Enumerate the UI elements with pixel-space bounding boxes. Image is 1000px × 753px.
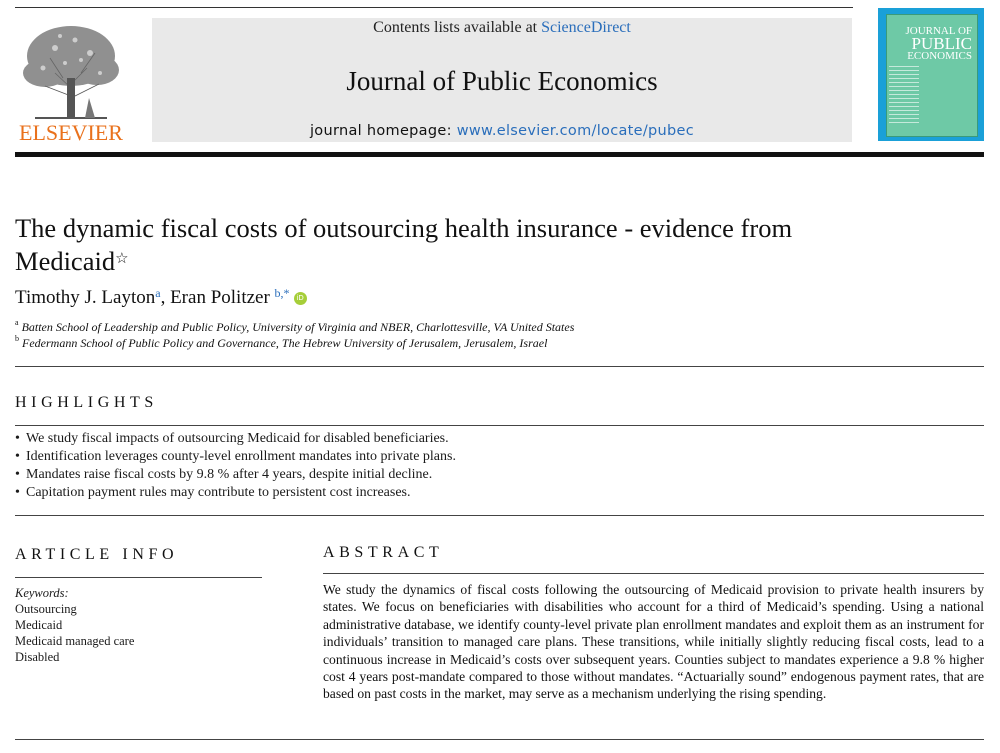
affiliation-mark: a [15, 318, 19, 327]
divider [323, 573, 984, 574]
divider [15, 515, 984, 516]
article-title-line2 [15, 245, 885, 278]
header-thick-rule [15, 152, 984, 157]
header-top-rule [15, 7, 853, 8]
divider [15, 739, 984, 740]
cover-contents-lines [889, 66, 919, 126]
affiliation [15, 319, 574, 335]
sciencedirect-link[interactable]: ScienceDirect [541, 19, 631, 36]
keywords-list [15, 601, 134, 665]
keyword[interactable]: Medicaid [15, 618, 63, 632]
publisher-name: ELSEVIER [19, 120, 123, 145]
affiliation-text: Federmann School of Public Policy and Governance, The Hebrew University of Jerusalem, Jerusalem, Israel [22, 336, 548, 350]
divider [15, 366, 984, 367]
highlights-heading: HIGHLIGHTS [15, 394, 158, 411]
keyword[interactable]: Outsourcing [15, 602, 77, 616]
abstract-heading: ABSTRACT [323, 544, 444, 561]
contents-prefix: Contents lists available at [373, 19, 542, 36]
orcid-icon[interactable]: iD [294, 292, 307, 305]
author-name[interactable]: Timothy J. Layton [15, 287, 156, 308]
author-list [15, 287, 307, 309]
journal-homepage [152, 123, 852, 139]
article-title-line1: The dynamic fiscal costs of outsourcing health insurance - evidence from [15, 213, 793, 243]
contents-line [152, 19, 852, 37]
list-item: • Identification leverages county-level enrollment mandates into private plans. [15, 448, 456, 466]
homepage-prefix: journal homepage: [309, 123, 457, 139]
cover-title [886, 26, 976, 61]
divider [15, 577, 262, 578]
star-footnote-icon[interactable]: ☆ [115, 251, 129, 267]
keyword[interactable]: Medicaid managed care [15, 634, 135, 648]
article-title-line2-text: Medicaid [15, 246, 116, 276]
affiliation [15, 335, 547, 351]
divider [15, 425, 984, 426]
affiliation-mark[interactable]: b,* [274, 286, 290, 300]
keywords-label: Keywords: [15, 586, 69, 600]
list-item: • Mandates raise fiscal costs by 9.8 % after 4 years, despite initial decline. [15, 466, 456, 484]
author-name[interactable]: Eran Politzer [170, 287, 270, 308]
cover-line2: PUBLIC [911, 34, 972, 53]
article-title [15, 212, 885, 278]
highlights-list [15, 430, 456, 502]
journal-title: Journal of Public Economics [346, 66, 658, 96]
list-item: • Capitation payment rules may contribute to persistent cost increases. [15, 484, 456, 502]
list-item: • We study fiscal impacts of outsourcing Medicaid for disabled beneficiaries. [15, 430, 456, 448]
affiliation-mark[interactable]: a [155, 286, 161, 300]
keyword[interactable]: Disabled [15, 650, 60, 664]
author-separator: , [160, 287, 171, 308]
cover-line1: JOURNAL OF [905, 25, 972, 37]
cover-line3: ECONOMICS [907, 50, 972, 62]
abstract-text: We study the dynamics of fiscal costs following the outsourcing of Medicaid provision to private health insurers by states. We focus on beneficiaries with disabilities who account for a third of Medicaid’s spending. Using a national administrative database, we identify county-level private plan enrollment mandates and exploit them as an instrument for individuals’ transition to managed care plans. These transitions, while initially slightly reducing fiscal costs, lead to a continuous increase in Medicaid’s costs over subsequent years. Counties subject to mandates experience a 9.8 % higher cost 4 years post-mandate compared to those without mandates. “Actuarially sound” endogenous payment rates, that are based on past costs in the market, may serve as a mechanism underlying the rising spending. [323, 582, 984, 702]
article-info-heading: ARTICLE INFO [15, 546, 179, 563]
homepage-link[interactable]: www.elsevier.com/locate/pubec [456, 123, 695, 139]
affiliation-mark: b [15, 334, 19, 343]
affiliation-text: Batten School of Leadership and Public Policy, University of Virginia and NBER, Charlottesville, VA United States [21, 320, 575, 334]
